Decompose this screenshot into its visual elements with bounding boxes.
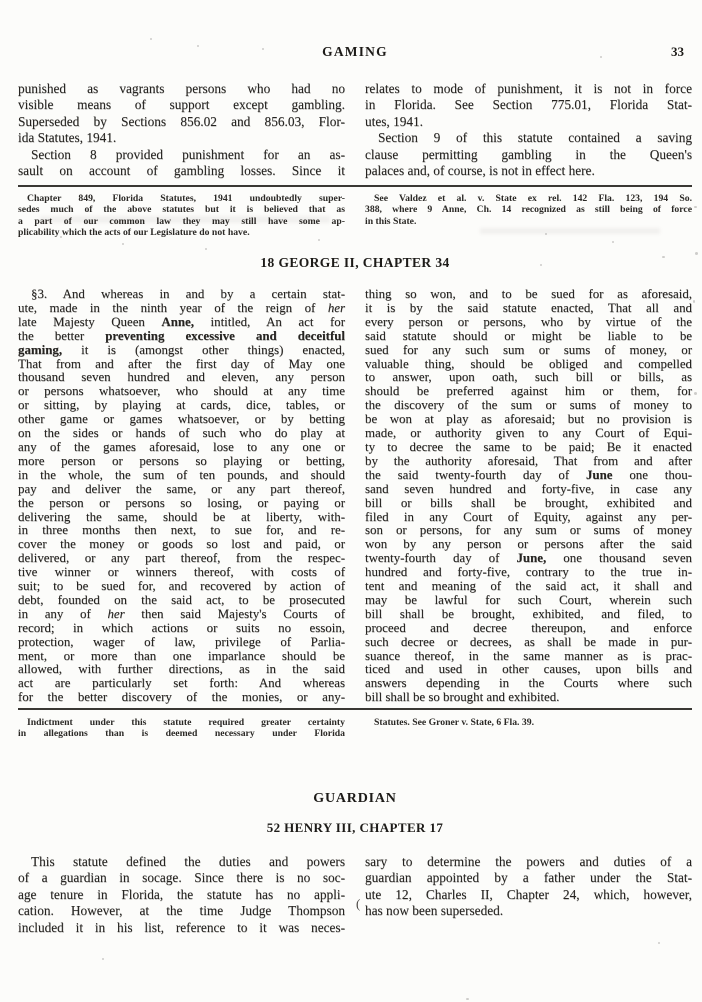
text-line: ty to decree the same to be paid; Be it enacted	[365, 439, 692, 454]
text-line: cover the money or goods so lost and paid, or	[18, 537, 345, 552]
footnote2-right-column	[365, 717, 692, 740]
text-line: 388, where 9 Anne, Ch. 14 recognized as still being of force	[365, 204, 692, 216]
scan-smudge	[480, 228, 660, 234]
text-line: in any of her then said Majesty's Courts of	[18, 606, 345, 621]
text-line: act are particularly set forth: And whereas	[18, 676, 345, 691]
footnote2-left-column	[18, 717, 345, 740]
text-line: debt, founded on the said act, to be prosecuted	[18, 592, 345, 607]
scan-speck	[197, 45, 199, 47]
scan-speck	[150, 38, 152, 40]
george-left-column	[18, 288, 345, 705]
text-line: clause permitting gambling in the Queen's	[365, 146, 692, 162]
text-line: guardian appointed by a father under the Stat-	[365, 870, 692, 886]
scan-speck	[102, 958, 104, 960]
text-line: by the authority aforesaid, That from and after	[365, 453, 692, 468]
text-line: suit; to be sued for, and recovered by action of	[18, 579, 345, 594]
text-line: bill shall be brought, exhibited, and filed, to	[365, 606, 692, 621]
guardian-right-column	[365, 854, 692, 936]
text-line: for the better discovery of the monies, or any-	[18, 690, 345, 705]
paragraph	[365, 854, 692, 920]
text-line: won by any person or persons after the said	[365, 537, 692, 552]
text-line: age tenure in Florida, the statute has no appli-	[18, 886, 345, 902]
text-line: the discovery of the sum or sums of money to	[365, 398, 692, 413]
text-line: every person or persons, who by virtue of the	[365, 314, 692, 329]
text-line: Superseded by Sections 856.02 and 856.03, Flor-	[18, 113, 345, 129]
text-line: answers depending in the Courts where such	[365, 676, 692, 691]
scan-speck	[612, 241, 614, 243]
text-line: twenty-fourth day of June, one thousand seven	[365, 551, 692, 566]
scan-speck	[466, 998, 469, 1000]
text-line: ment, or more than one imparlance should be	[18, 648, 345, 663]
scan-speck	[695, 252, 698, 255]
text-line: suance thereof, in the same manner as is prac-	[365, 648, 692, 663]
text-line: relates to mode of punishment, it is not in force	[365, 81, 692, 96]
text-line: hundred and forty-five, contrary to the true in-	[365, 565, 692, 580]
paragraph	[365, 81, 692, 130]
text-line: sand seven hundred and forty-five, in case any	[365, 481, 692, 496]
george-statute-section	[18, 288, 692, 705]
scan-speck	[694, 392, 697, 395]
scan-speck	[693, 300, 695, 303]
text-line: the person or persons so losing, or paying or	[18, 495, 345, 510]
text-line: Section 9 of this statute contained a saving	[378, 130, 692, 146]
paragraph	[365, 288, 692, 705]
paragraph	[365, 130, 692, 179]
text-line: See Valdez et al. v. State ex rel. 142 Fla. 123, 194 So.	[374, 193, 692, 204]
text-line: record; in which actions or suits no essoin,	[18, 620, 345, 635]
text-line: said statute should or might be liable to be	[365, 328, 692, 343]
text-line: tive winner or winners thereof, with costs of	[18, 565, 345, 580]
text-line: in three months then next, to sue for, and re-	[18, 523, 345, 538]
scan-speck	[694, 206, 697, 208]
text-line: visible means of support except gambling.	[18, 97, 345, 113]
scan-speck	[262, 48, 264, 50]
paragraph	[365, 717, 692, 728]
text-line: tent and meaning of the said act, it shall and	[365, 579, 692, 594]
text-line: or persons whatsoever, who should at any time	[18, 384, 345, 399]
text-line: utes, 1941.	[365, 113, 423, 129]
text-line: included it in his list, reference to it was neces-	[18, 919, 345, 935]
text-line: made, or authority given to any Court of Equi-	[365, 426, 692, 441]
text-line: ute, made in the ninth year of the reign of her	[18, 300, 345, 315]
intro-left-column	[18, 81, 345, 179]
intro-right-column	[365, 81, 692, 179]
text-line: ida Statutes, 1941.	[18, 130, 117, 146]
text-line: may be lawful for such Court, wherein such	[365, 592, 692, 607]
scan-speck	[122, 243, 124, 245]
paragraph	[18, 81, 345, 147]
text-line: on the sides or hands of such who do play at	[18, 426, 345, 441]
text-line: sedes much of the above statutes but it is believed that as	[18, 204, 345, 216]
text-line: delivering the same, should be at liberty, with-	[18, 509, 345, 524]
section-subheading-henry: 52 HENRY III, CHAPTER 17	[266, 820, 444, 835]
scan-speck	[318, 239, 320, 241]
text-line: sued for any such sum or sums of money, or	[365, 342, 692, 357]
text-line: such decree or decrees, as shall be made in pur-	[365, 634, 692, 649]
footnote-section-2	[18, 717, 692, 740]
text-line: palaces and, of course, is not in effect here.	[365, 163, 595, 179]
text-line: proceed and decree thereupon, and enforce	[365, 620, 692, 635]
scan-speck	[658, 942, 660, 944]
text-line: thing so won, and to be sued for as aforesaid,	[365, 287, 692, 301]
paragraph	[18, 717, 345, 740]
guardian-left-column	[18, 854, 345, 936]
footnote-divider-1	[18, 185, 692, 187]
text-line: of a guardian in socage. Since there is no soc-	[18, 870, 345, 886]
paragraph	[18, 854, 345, 936]
scan-smudge	[40, 216, 330, 223]
paragraph	[18, 147, 345, 180]
text-line: the better preventing excessive and deceitful	[18, 328, 345, 343]
text-line: other game or games whatsoever, or by betting	[18, 412, 345, 427]
text-line: filed in any Court of Equity, against any per-	[365, 509, 692, 524]
footnote-divider-2	[18, 708, 692, 710]
text-line: bill or bills shall be brought, exhibited and	[365, 495, 692, 510]
text-line: sary to determine the powers and duties of a	[365, 854, 692, 869]
text-line: Indictment under this statute required greater certainty	[27, 717, 345, 728]
text-line: or sitting, by playing at cards, dice, tables, or	[18, 398, 345, 413]
text-line: son or persons, for any sum or sums of money	[365, 523, 692, 538]
text-line: protection, wager of law, privilege of Parlia-	[18, 634, 345, 649]
running-head	[18, 44, 692, 62]
text-line: valuable thing, should be obliged and compelled	[365, 356, 692, 371]
text-line: cation. However, at the time Judge Thompson	[18, 903, 345, 919]
text-line: sault on account of gambling losses. Since it	[18, 163, 345, 179]
scan-speck	[600, 56, 602, 58]
scan-speck	[662, 256, 665, 258]
text-line: ute 12, Charles II, Chapter 24, which, however,	[365, 886, 692, 902]
text-line: in Florida. See Section 775.01, Florida Stat-	[365, 97, 692, 113]
text-line: in allegations than is deemed necessary under Florida	[18, 728, 345, 740]
text-line: more person or persons so playing or betting,	[18, 453, 345, 468]
text-line: a part of our common law they may still have some ap-	[18, 215, 345, 227]
text-line: Statutes. See Groner v. State, 6 Fla. 39.	[374, 717, 535, 728]
text-line: delivered, or any part thereof, from the respec-	[18, 551, 345, 566]
paragraph	[365, 193, 692, 227]
text-line: This statute defined the duties and powers	[31, 854, 345, 869]
text-line: late Majesty Queen Anne, intitled, An act for	[18, 314, 345, 329]
text-line: ticed and used in other causes, upon bills and	[365, 662, 692, 677]
text-line: punished as vagrants persons who had no	[18, 81, 345, 96]
text-line: gaming, it is (amongst other things) enacted,	[18, 342, 345, 357]
scan-speck	[205, 248, 207, 250]
text-line: pay and deliver the same, or any part thereof,	[18, 481, 345, 496]
text-line: bill shall be so brought and exhibited.	[365, 690, 560, 705]
paragraph	[18, 288, 345, 705]
section-heading-guardian: GUARDIAN	[313, 791, 397, 806]
intro-section	[18, 81, 692, 179]
text-line: thousand seven hundred and eleven, any person	[18, 370, 345, 385]
page-number: 33	[671, 44, 684, 59]
text-line: plicability which the acts of our Legislature do not have.	[18, 226, 250, 238]
text-line: any of the games aforesaid, lose to any one or	[18, 439, 345, 454]
text-line: the said twenty-fourth day of June one thou-	[365, 467, 692, 482]
page-title: GAMING	[322, 44, 388, 59]
scan-artifact-mark: (	[356, 896, 361, 911]
text-line: be won at play as aforesaid; but no provision is	[365, 412, 692, 427]
text-line: That from and after the first day of May one	[18, 356, 345, 371]
text-line: §3. And whereas in and by a certain stat-	[31, 287, 345, 301]
scan-speck	[60, 236, 62, 238]
text-line: in the whole, the sum of ten pounds, and should	[18, 467, 345, 482]
text-line: to answer, upon oath, such bill or bills, as	[365, 370, 692, 385]
text-line: it is by the said statute enacted, That all and	[365, 300, 692, 315]
text-line: Section 8 provided punishment for an as-	[31, 146, 345, 162]
text-line: has now been superseded.	[365, 903, 504, 919]
guardian-section	[18, 854, 692, 936]
text-line: allowed, with further directions, as in the said	[18, 662, 345, 677]
george-right-column	[365, 288, 692, 705]
text-line: should be preferred against him or them, for	[365, 384, 692, 399]
scan-speck	[540, 264, 542, 266]
section-heading-george: 18 GEORGE II, CHAPTER 34	[260, 255, 450, 270]
text-line: Chapter 849, Florida Statutes, 1941 undoubtedly super-	[27, 193, 345, 204]
text-line: in this State.	[365, 215, 417, 227]
